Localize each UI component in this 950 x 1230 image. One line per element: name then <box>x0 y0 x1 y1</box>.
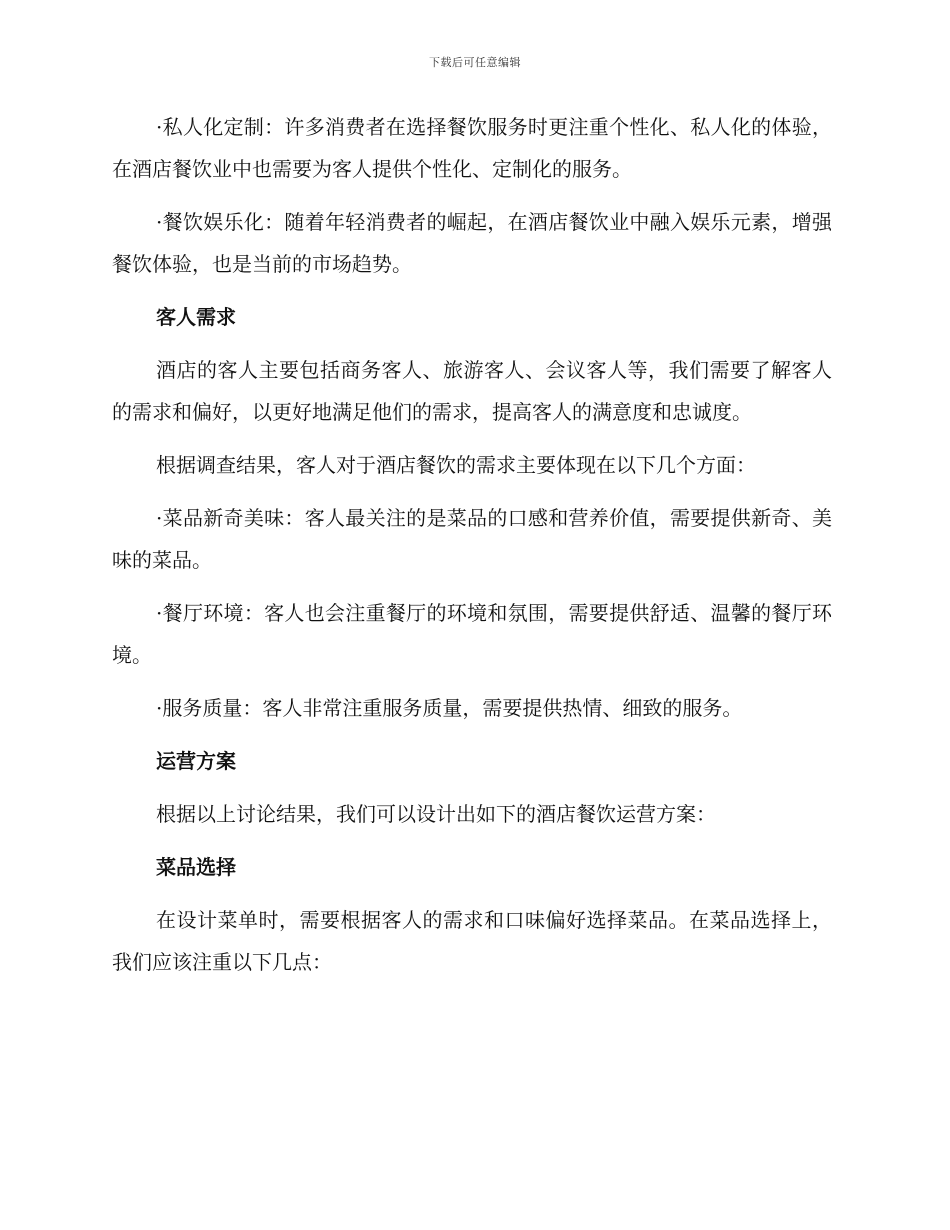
heading-dish-selection: 菜品选择 <box>156 855 236 879</box>
paragraph-personalization: ·私人化定制：许多消费者在选择餐饮服务时更注重个性化、私人化的体验，在酒店餐饮业中也需要为客人提供个性化、定制化的服务。 <box>112 115 832 181</box>
paragraph-menu-design: 在设计菜单时，需要根据客人的需求和口味偏好选择菜品。在菜品选择上，我们应该注重以下几点： <box>112 908 832 974</box>
paragraph-plan-intro: 根据以上讨论结果，我们可以设计出如下的酒店餐饮运营方案： <box>156 802 716 826</box>
paragraph-survey-results: 根据调查结果，客人对于酒店餐饮的需求主要体现在以下几个方面： <box>156 453 756 477</box>
paragraph-entertainment: ·餐饮娱乐化：随着年轻消费者的崛起，在酒店餐饮业中融入娱乐元素，增强餐饮体验，也是当前的市场趋势。 <box>112 210 832 276</box>
heading-operation-plan: 运营方案 <box>156 749 236 773</box>
heading-guest-needs: 客人需求 <box>156 305 236 329</box>
paragraph-guest-types: 酒店的客人主要包括商务客人、旅游客人、会议客人等，我们需要了解客人的需求和偏好，以更好地满足他们的需求，提高客人的满意度和忠诚度。 <box>112 358 832 424</box>
document-body <box>112 106 832 994</box>
paragraph-dishes: ·菜品新奇美味：客人最关注的是菜品的口感和营养价值，需要提供新奇、美味的菜品。 <box>112 506 832 572</box>
page-header: 下载后可任意编辑 <box>429 56 521 69</box>
paragraph-service-quality: ·服务质量：客人非常注重服务质量，需要提供热情、细致的服务。 <box>156 696 743 720</box>
paragraph-environment: ·餐厅环境：客人也会注重餐厅的环境和氛围，需要提供舒适、温馨的餐厅环境。 <box>112 601 832 667</box>
